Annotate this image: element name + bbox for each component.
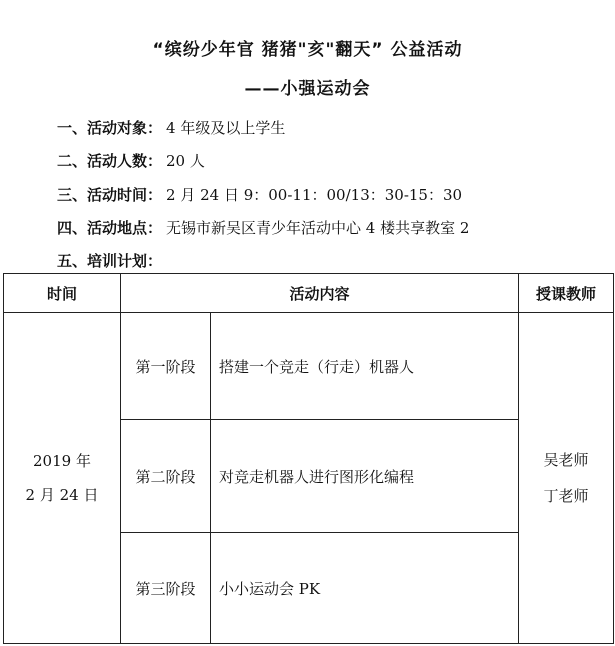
date-year: 2019 年 [33, 452, 91, 470]
info-count [57, 150, 205, 171]
content-cell: 对竞走机器人进行图形化编程 [211, 420, 519, 533]
header-time: 时间 [4, 274, 121, 313]
stage-cell: 第二阶段 [121, 420, 211, 533]
header-teacher: 授课教师 [519, 274, 614, 313]
info-label: 一、活动对象： [57, 119, 163, 137]
document-subtitle: ——小强运动会 [244, 79, 371, 99]
content-cell: 搭建一个竞走（行走）机器人 [211, 313, 519, 420]
info-label: 四、活动地点： [57, 219, 163, 237]
teacher-name: 丁老师 [543, 487, 589, 505]
info-value: 20 人 [166, 152, 205, 170]
table-row [4, 313, 614, 420]
document-title: “缤纷少年官 猪猪"亥"翻天” 公益活动 [152, 40, 463, 60]
date-day: 2 月 24 日 [25, 486, 99, 504]
info-label: 二、活动人数： [57, 152, 163, 170]
teacher-name: 吴老师 [543, 451, 589, 469]
training-plan-table [3, 273, 614, 644]
info-target [57, 117, 285, 138]
table-header-row [4, 274, 614, 313]
header-content: 活动内容 [121, 274, 519, 313]
info-label: 五、培训计划： [57, 252, 163, 270]
info-plan [57, 250, 166, 271]
info-value: 无锡市新吴区青少年活动中心 4 楼共享教室 2 [166, 219, 470, 237]
info-label: 三、活动时间： [57, 186, 163, 204]
date-cell [4, 313, 121, 644]
info-time [57, 184, 462, 205]
content-cell: 小小运动会 PK [211, 533, 519, 644]
info-value: 2 月 24 日 9：00-11：00/13：30-15：30 [166, 186, 463, 204]
info-value: 4 年级及以上学生 [166, 119, 286, 137]
info-location [57, 217, 469, 238]
teacher-cell [519, 313, 614, 644]
stage-cell: 第一阶段 [121, 313, 211, 420]
stage-cell: 第三阶段 [121, 533, 211, 644]
